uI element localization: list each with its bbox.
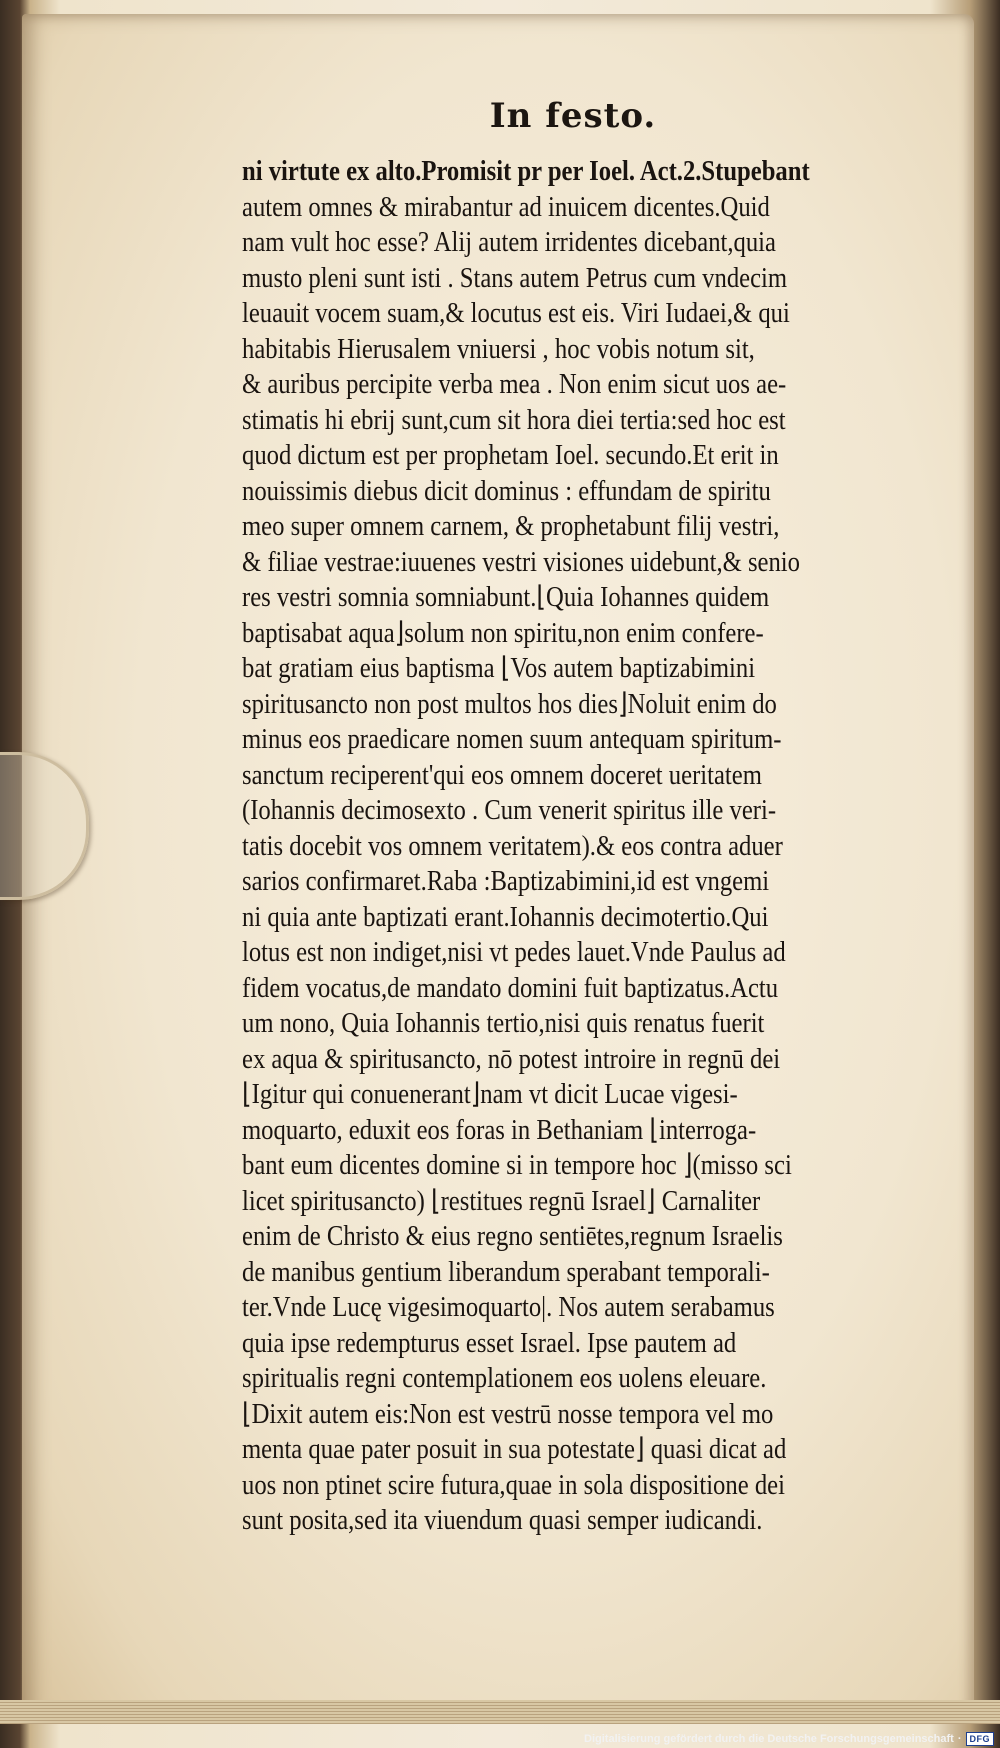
text-line: sanctum reciperent'qui eos omnem doceret ueritatem	[242, 759, 762, 791]
text-line: meo super omnem carnem, & prophetabunt filij vestri,	[242, 511, 780, 542]
text-line: fidem vocatus,de mandato domini fuit baptizatus.Actu	[242, 972, 779, 1004]
text-line: (Iohannis decimosexto . Cum venerit spiritus ille veri-	[242, 795, 777, 826]
text-line: ex aqua & spiritusancto, nō potest introire in regnū dei	[242, 1043, 781, 1075]
text-line: menta quae pater posuit in sua potestate⌋ quasi dicat ad	[242, 1434, 787, 1465]
text-line: & auribus percipite verba mea . Non enim sicut uos ae-	[242, 369, 787, 400]
text-line: lotus est non indiget,nisi vt pedes lauet.Vnde Paulus ad	[242, 937, 786, 968]
text-line: uos non ptinet scire futura,quae in sola dispositione dei	[242, 1469, 785, 1501]
running-header: In festo.	[489, 96, 657, 136]
body-text	[242, 154, 982, 1539]
text-line: autem omnes & mirabantur ad inuicem dicentes.Quid	[242, 191, 770, 223]
text-line: quia ipse redempturus esset Israel. Ipse pautem ad	[242, 1327, 737, 1359]
text-line: tatis docebit vos omnem veritatem).& eos contra aduer	[242, 830, 783, 862]
text-line: enim de Christo & eius regno sentiētes,regnum Israelis	[242, 1221, 783, 1252]
text-line: baptisabat aqua⌋solum non spiritu,non enim confere-	[242, 617, 764, 649]
text-line: bant eum dicentes domine si in tempore hoc ⌋(misso sci	[242, 1150, 792, 1181]
text-line: habitabis Hierusalem vniuersi , hoc vobis notum sit,	[242, 333, 755, 365]
text-line: bat gratiam eius baptisma ⌊Vos autem baptizabimini	[242, 653, 756, 684]
dfg-logo-icon: DFG	[966, 1732, 995, 1746]
text-line: spiritualis regni contemplationem eos uolens eleuare.	[242, 1363, 767, 1394]
text-line: moquarto, eduxit eos foras in Bethaniam ⌊interroga-	[242, 1114, 757, 1146]
text-line: um nono, Quia Iohannis tertio,nisi quis renatus fuerit	[242, 1008, 765, 1039]
footer-credit: Digitalisierung gefördert durch die Deutsche Forschungsgemeinschaft · DFG	[584, 1732, 994, 1746]
text-line: licet spiritusancto) ⌊restitues regnū Israel⌋ Carnaliter	[242, 1185, 761, 1217]
text-line: & filiae vestrae:iuuenes vestri visiones uidebunt,& senio	[242, 546, 800, 578]
text-line: ni virtute ex alto.Promisit pr per Ioel. Act.2.Stupebant	[242, 156, 810, 187]
book-page	[22, 14, 974, 1720]
text-line: leuauit vocem suam,& locutus est eis. Viri Iudaei,& qui	[242, 298, 790, 329]
text-line: ter.Vnde Lucę vigesimoquarto|. Nos autem serabamus	[242, 1292, 775, 1323]
text-line: spiritusancto non post multos hos dies⌋Noluit enim do	[242, 688, 777, 720]
text-line: ni quia ante baptizati erant.Iohannis decimotertio.Qui	[242, 901, 769, 933]
text-line: musto pleni sunt isti . Stans autem Petrus cum vndecim	[242, 262, 788, 294]
text-line: minus eos praedicare nomen suum antequam spiritum-	[242, 724, 782, 755]
text-line: quod dictum est per prophetam Ioel. secundo.Et erit in	[242, 440, 779, 471]
text-line: ⌊Dixit autem eis:Non est vestrū nosse tempora vel mo	[242, 1398, 774, 1430]
digitization-note: Digitalisierung gefördert durch die Deutsche Forschungsgemeinschaft	[584, 1733, 954, 1745]
text-line: nam vult hoc esse? Alij autem irridentes dicebant,quia	[242, 227, 776, 258]
text-line: stimatis hi ebrij sunt,cum sit hora diei tertia:sed hoc est	[242, 404, 786, 436]
text-line: de manibus gentium liberandum sperabant temporali-	[242, 1256, 770, 1288]
text-line: nouissimis diebus dicit dominus : effundam de spiritu	[242, 475, 771, 507]
text-line: sunt posita,sed ita viuendum quasi semper iudicandi.	[242, 1505, 763, 1536]
page-edges	[0, 1700, 1000, 1724]
text-line: sarios confirmaret.Raba :Baptizabimini,id est vngemi	[242, 866, 770, 897]
text-line: res vestri somnia somniabunt.⌊Quia Iohannes quidem	[242, 582, 770, 613]
text-line: ⌊Igitur qui conuenerant⌋nam vt dicit Lucae vigesi-	[242, 1079, 738, 1110]
